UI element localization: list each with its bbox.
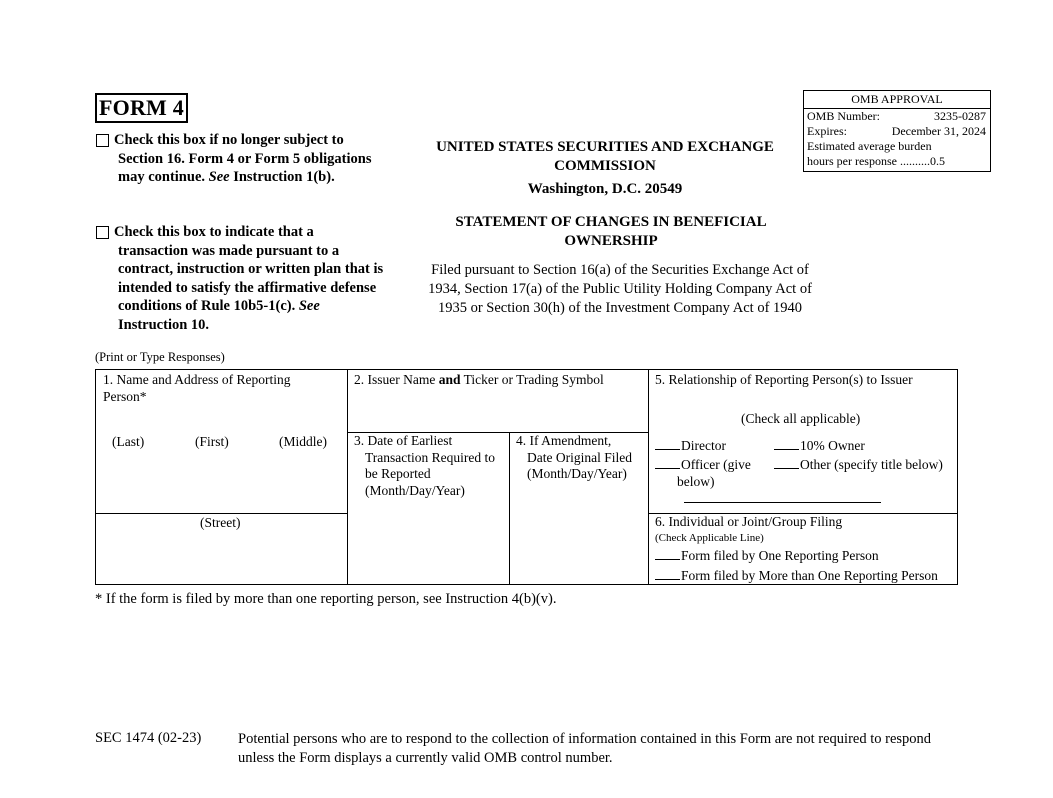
officer-option[interactable]: Officer (give below) (655, 455, 751, 490)
omb-approval-title: OMB APPROVAL (804, 91, 990, 109)
omb-notice-text: Potential persons who are to respond to the collection of information contained in this Form are not required to respond unless the Form displays a currently valid OMB control number. (238, 731, 932, 766)
omb-burden-line2: hours per response .......... 0.5 (807, 154, 945, 168)
form-title: FORM 4 (95, 93, 188, 123)
reporting-info-grid (95, 369, 958, 585)
middle-name-label: (Middle) (279, 434, 327, 449)
no-longer-subject-checkbox[interactable] (96, 134, 109, 147)
no-longer-subject-label-rest: Section 16. Form 4 or Form 5 obligations may continue. See Instruction 1(b). (118, 150, 372, 185)
street-label: (Street) (200, 515, 241, 530)
director-option[interactable]: Director (655, 436, 726, 455)
filed-one-blank (655, 546, 680, 560)
print-note: (Print or Type Responses) (95, 350, 225, 364)
first-name-label: (First) (195, 434, 229, 449)
sec-form-number: SEC 1474 (02-23) (95, 730, 202, 746)
box4-label: 4. If Amendment, Date Original Filed (Month/Day/Year) (516, 433, 632, 481)
omb-approval-box (803, 90, 991, 172)
agency-location: Washington, D.C. 20549 (527, 181, 683, 197)
filed-one-person-option[interactable]: Form filed by One Reporting Person (655, 546, 879, 565)
other-option[interactable]: Other (specify title below) (774, 455, 943, 474)
box5-label: 5. Relationship of Reporting Person(s) to Issuer (655, 372, 913, 387)
omb-expires-row: Expires: December 31, 2024 (807, 124, 986, 138)
last-name-label: (Last) (112, 434, 145, 449)
filed-more-persons-option[interactable]: Form filed by More than One Reporting Person (655, 566, 938, 585)
omb-number-row: OMB Number: 3235-0287 (807, 109, 986, 123)
rule-10b5-1-checkbox-block (96, 223, 386, 334)
rule-10b5-1-label-line1: Check this box to indicate that a (114, 224, 314, 240)
box1-label: 1. Name and Address of Reporting Person* (103, 372, 291, 404)
title-entry-line[interactable] (684, 502, 881, 503)
filed-more-blank (655, 566, 680, 580)
rule-10b5-1-label-rest: transaction was made pursuant to a contract, instruction or written plan that is intended to satisfy the affirmative defense conditions of Rule 10b5-1(c). See Instruction 10. (118, 242, 384, 333)
agency-name: UNITED STATES SECURITIES AND EXCHANGE COMMISSION (436, 139, 774, 174)
footnote: * If the form is filed by more than one reporting person, see Instruction 4(b)(v). (95, 591, 557, 607)
director-blank (655, 436, 680, 450)
statement-title: STATEMENT OF CHANGES IN BENEFICIAL OWNERSHIP (455, 214, 767, 249)
box3-label: 3. Date of Earliest Transaction Required to be Reported (Month/Day/Year) (354, 433, 495, 498)
box2-label: 2. Issuer Name and Ticker or Trading Symbol (354, 372, 604, 387)
check-all-applicable: (Check all applicable) (741, 411, 861, 426)
box6-subtitle: (Check Applicable Line) (655, 532, 764, 544)
other-blank (774, 455, 799, 469)
omb-burden-line1: Estimated average burden (807, 139, 932, 153)
ten-pct-owner-option[interactable]: 10% Owner (774, 436, 865, 455)
box6-label: 6. Individual or Joint/Group Filing (655, 514, 843, 529)
filed-pursuant-text: Filed pursuant to Section 16(a) of the Securities Exchange Act of 1934, Section 17(a) of the Public Utility Holding Company Act of 1935 or Section 30(h) of the Investment Company Act of 1940 (428, 262, 812, 316)
ten-pct-owner-blank (774, 436, 799, 450)
rule-10b5-1-checkbox[interactable] (96, 226, 109, 239)
officer-blank (655, 455, 680, 469)
no-longer-subject-label-line1: Check this box if no longer subject to (114, 132, 344, 148)
no-longer-subject-checkbox-block (96, 131, 386, 187)
